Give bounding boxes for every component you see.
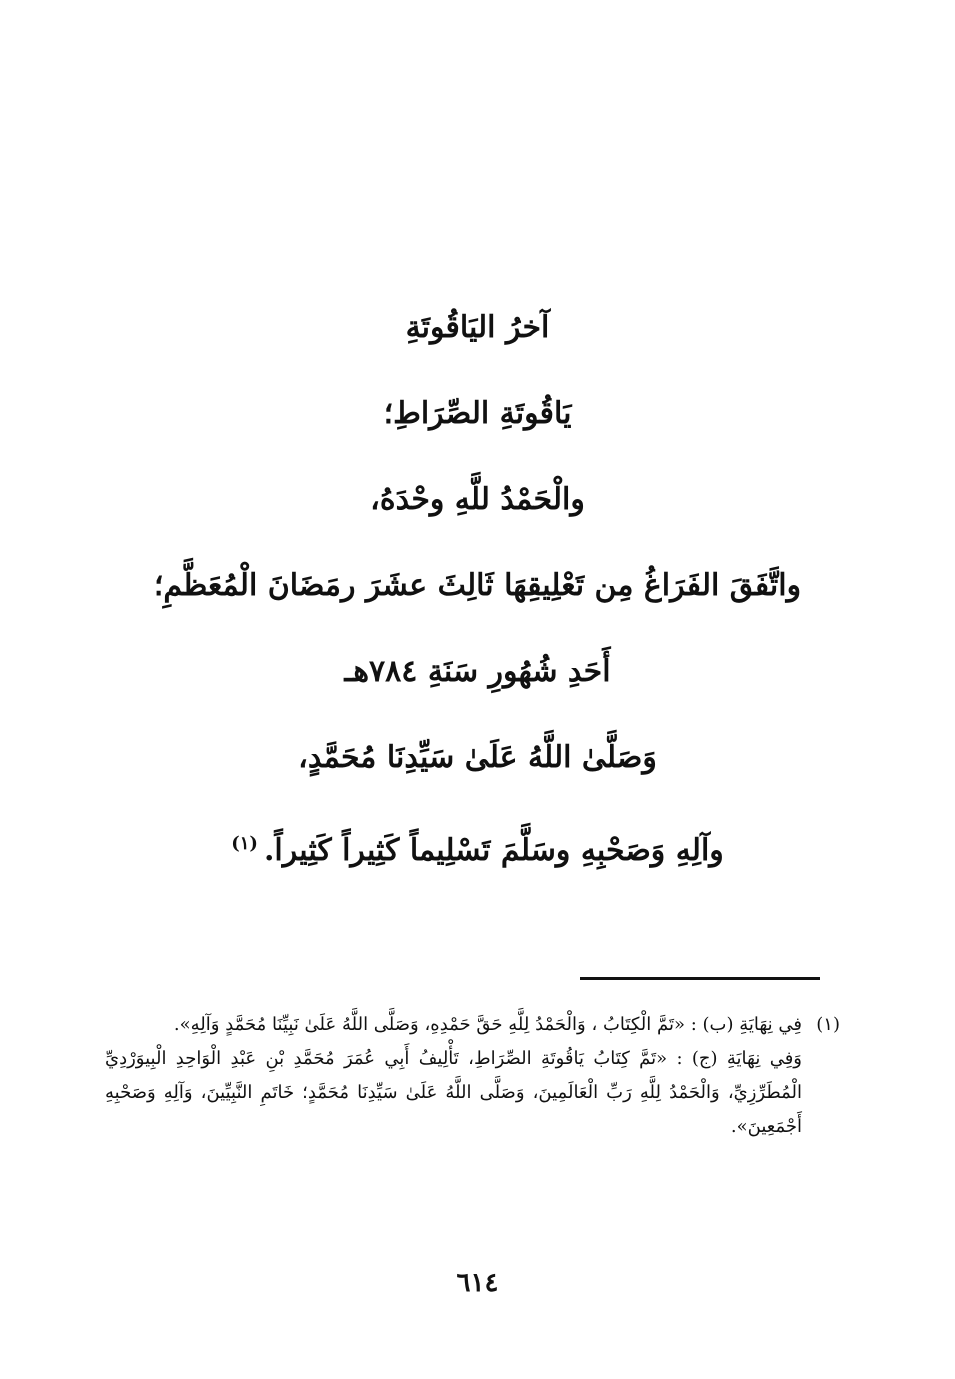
- footnote-reference-marker[interactable]: (١): [231, 833, 258, 854]
- colophon-line: يَاقُوتَةِ الصِّرَاطِ؛: [383, 396, 572, 431]
- colophon-line: والْحَمْدُ للَّهِ وحْدَهُ،: [370, 482, 585, 517]
- footnote-separator-rule: [580, 977, 820, 980]
- colophon: [120, 285, 835, 887]
- footnote-number: (١): [816, 1014, 840, 1035]
- colophon-last-line: [120, 801, 835, 887]
- colophon-line: آخرُ اليَاقُوتَةِ: [405, 310, 550, 345]
- colophon-line: أَحَدِ شُهُورِ سَنَةِ ٧٨٤هـ: [344, 654, 611, 689]
- page-number: ٦١٤: [456, 1268, 499, 1298]
- colophon-line: وَصَلَّىٰ اللَّهُ عَلَىٰ سَيِّدِنَا مُحَمَّدٍ،: [298, 740, 657, 775]
- footnote-paragraph: وَفِي نِهَايَةِ (ج) : «تَمَّ كِتَابُ يَاقُوتَةِ الصِّرَاطِ، تَأْلِيفُ أَبِي عُمَرَ مُحَمَّدِ بْنِ عَبْدِ الْوَاحِدِ الْبِيوَرْدِيِّ الْمُطَرِّزِيِّ، وَالْحَمْدُ لِلَّهِ رَبِّ الْعَالَمِينَ، وَصَلَّى اللَّهُ عَلَىٰ سَيِّدِنَا مُحَمَّدٍ؛ خَاتَمِ النَّبِيِّينَ، وَآلِهِ وَصَحْبِهِ أَجْمَعِينَ».: [105, 1048, 802, 1137]
- footnote-entry: [105, 1008, 840, 1144]
- colophon-line-text: وآلِهِ وَصَحْبِهِ وسَلَّمَ تَسْلِيماً كَثِيراً كَثِيراً.: [263, 833, 724, 868]
- footnotes: [105, 1008, 840, 1144]
- footnote-paragraph: فِي نِهَايَةِ (ب) : «تَمَّ الْكِتَابُ ، وَالْحَمْدُ لِلَّهِ حَقَّ حَمْدِهِ، وَصَلَّى اللَّهُ عَلَىٰ نَبِيِّنَا مُحَمَّدٍ وَآلِهِ».: [173, 1014, 802, 1035]
- colophon-line: واتَّفَقَ الفَرَاغُ مِن تَعْلِيقِهَا ثَالِثَ عشَرَ رمَضَانَ الْمُعَظَّمِ؛: [153, 568, 802, 603]
